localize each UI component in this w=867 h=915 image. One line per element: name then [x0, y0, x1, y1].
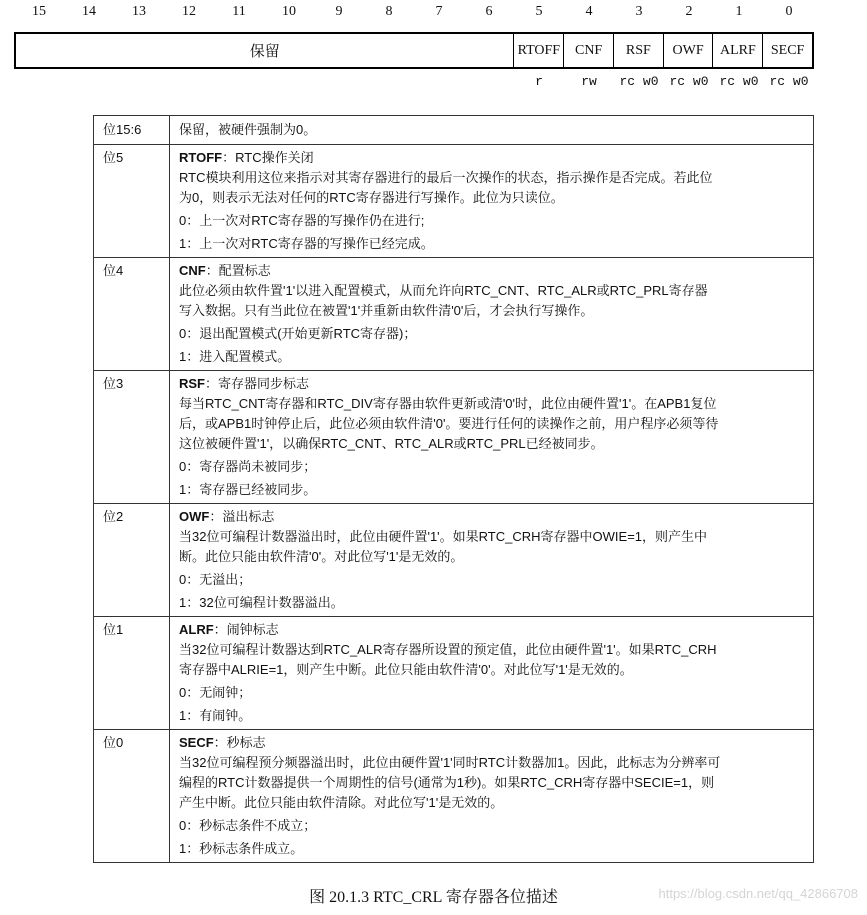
option-1: 1：有闹钟。 [179, 708, 252, 723]
option-0: 0：寄存器尚未被同步； [179, 459, 317, 474]
bit-description-table [93, 115, 814, 863]
field-name: RTOFF [179, 150, 223, 165]
bit-number: 12 [182, 4, 196, 19]
field-title: ：秒标志 [213, 735, 266, 750]
description-line: 后，或APB1时钟停止后，此位必须由软件清'0'。要进行任何的读操作之前，用户程序必须等待 [179, 416, 719, 431]
access-type: rw [581, 74, 597, 89]
option-0: 0：退出配置模式(开始更新RTC寄存器)； [179, 326, 417, 341]
bit-number: 3 [635, 4, 643, 19]
reserved-field: 保留 [249, 44, 280, 60]
description-cell [170, 371, 814, 504]
field-title: ：闹钟标志 [213, 622, 279, 637]
description-line: 当32位可编程计数器达到RTC_ALR寄存器所设置的预定值，此位由硬件置'1'。如果RTC_CRH [179, 642, 717, 657]
description-line: 这位被硬件置'1'，以确保RTC_CNT、RTC_ALR或RTC_PRL已经被同步。 [179, 436, 604, 451]
option-0: 0：上一次对RTC寄存器的写操作仍在进行; [179, 213, 425, 228]
access-type: rc w0 [719, 74, 759, 89]
access-row [514, 74, 814, 94]
field-cnf: CNF [563, 34, 613, 67]
bit-number: 11 [232, 4, 246, 19]
description-line: RTC模块利用这位来指示对其寄存器进行的最后一次操作的状态，指示操作是否完成。若此位 [179, 170, 713, 185]
bit-number: 1 [735, 4, 743, 19]
bit-cell: 位3 [94, 371, 170, 504]
bit-cell: 位0 [94, 730, 170, 863]
option-1: 1：秒标志条件成立。 [179, 841, 304, 856]
table-row [94, 730, 814, 863]
access-type: rc w0 [769, 74, 809, 89]
option-1: 1：32位可编程计数器溢出。 [179, 595, 344, 610]
field-alrf: ALRF [712, 34, 762, 67]
field-name: ALRF [179, 622, 214, 637]
table-row [94, 145, 814, 258]
bit-number: 13 [132, 4, 146, 19]
bit-number-row [14, 4, 814, 26]
option-0: 0：无闹钟； [179, 685, 252, 700]
bit-number: 5 [535, 4, 543, 19]
watermark: https://blog.csdn.net/qq_42866708 [658, 886, 858, 901]
access-type: rc w0 [669, 74, 709, 89]
field-owf: OWF [663, 34, 713, 67]
description-cell: 保留，被硬件强制为0。 [170, 116, 814, 145]
bit-cell: 位4 [94, 258, 170, 371]
description-cell [170, 145, 814, 258]
description-cell [170, 617, 814, 730]
option-1: 1：上一次对RTC寄存器的写操作已经完成。 [179, 236, 434, 251]
table-row [94, 258, 814, 371]
field-name: OWF [179, 509, 210, 524]
table-row [94, 116, 814, 145]
description-line: 为0，则表示无法对任何的RTC寄存器进行写操作。此位为只读位。 [179, 190, 564, 205]
bit-number: 0 [785, 4, 793, 19]
description-line: 当32位可编程计数器溢出时，此位由硬件置'1'。如果RTC_CRH寄存器中OWIE=1，则产生中 [179, 529, 708, 544]
figure-caption: 图 20.1.3 RTC_CRL 寄存器各位描述 [309, 889, 558, 906]
bit-number: 7 [435, 4, 443, 19]
field-rsf: RSF [613, 34, 663, 67]
description-line: 编程的RTC计数器提供一个周期性的信号(通常为1秒)。如果RTC_CRH寄存器中SECIE=1，则 [179, 775, 715, 790]
field-name: CNF [179, 263, 206, 278]
option-1: 1：寄存器已经被同步。 [179, 482, 317, 497]
description-cell [170, 258, 814, 371]
option-1: 1：进入配置模式。 [179, 349, 291, 364]
bit-number: 6 [485, 4, 493, 19]
bit-number: 8 [385, 4, 393, 19]
bit-cell: 位15:6 [94, 116, 170, 145]
bit-cell: 位2 [94, 504, 170, 617]
description-cell [170, 504, 814, 617]
description-line: 产生中断。此位只能由软件清除。对此位写'1'是无效的。 [179, 795, 504, 810]
description-line: 每当RTC_CNT寄存器和RTC_DIV寄存器由软件更新或清'0'时，此位由硬件置'1'。在APB1复位 [179, 396, 717, 411]
table-row [94, 504, 814, 617]
bit-number: 4 [585, 4, 593, 19]
bit-number: 10 [282, 4, 296, 19]
description-line: 写入数据。只有当此位在被置'1'并重新由软件清'0'后，才会执行写操作。 [179, 303, 594, 318]
description-cell [170, 730, 814, 863]
description-line: 寄存器中ALRIE=1，则产生中断。此位只能由软件清'0'。对此位写'1'是无效的。 [179, 662, 633, 677]
field-title: ：溢出标志 [209, 509, 275, 524]
field-rtoff: RTOFF [513, 34, 563, 67]
access-type: r [535, 74, 543, 89]
access-type: rc w0 [619, 74, 659, 89]
field-secf: SECF [762, 34, 812, 67]
bit-number: 14 [82, 4, 96, 19]
bit-number: 2 [685, 4, 693, 19]
option-0: 0：秒标志条件不成立； [179, 818, 317, 833]
option-0: 0：无溢出； [179, 572, 252, 587]
description-line: 断。此位只能由软件清'0'。对此位写'1'是无效的。 [179, 549, 464, 564]
register-diagram [14, 32, 814, 69]
field-title: ：RTC操作关闭 [222, 150, 314, 165]
bit-cell: 位1 [94, 617, 170, 730]
table-row [94, 371, 814, 504]
bit-cell: 位5 [94, 145, 170, 258]
field-title: ：配置标志 [205, 263, 271, 278]
bit-number: 9 [335, 4, 343, 19]
field-name: RSF [179, 376, 205, 391]
field-name: SECF [179, 735, 214, 750]
field-title: ：寄存器同步标志 [205, 376, 310, 391]
description-line: 此位必须由软件置'1'以进入配置模式，从而允许向RTC_CNT、RTC_ALR或RTC_PRL寄存器 [179, 283, 708, 298]
bit-number: 15 [32, 4, 46, 19]
description-line: 当32位可编程预分频器溢出时，此位由硬件置'1'同时RTC计数器加1。因此，此标志为分辨率可 [179, 755, 721, 770]
table-row [94, 617, 814, 730]
